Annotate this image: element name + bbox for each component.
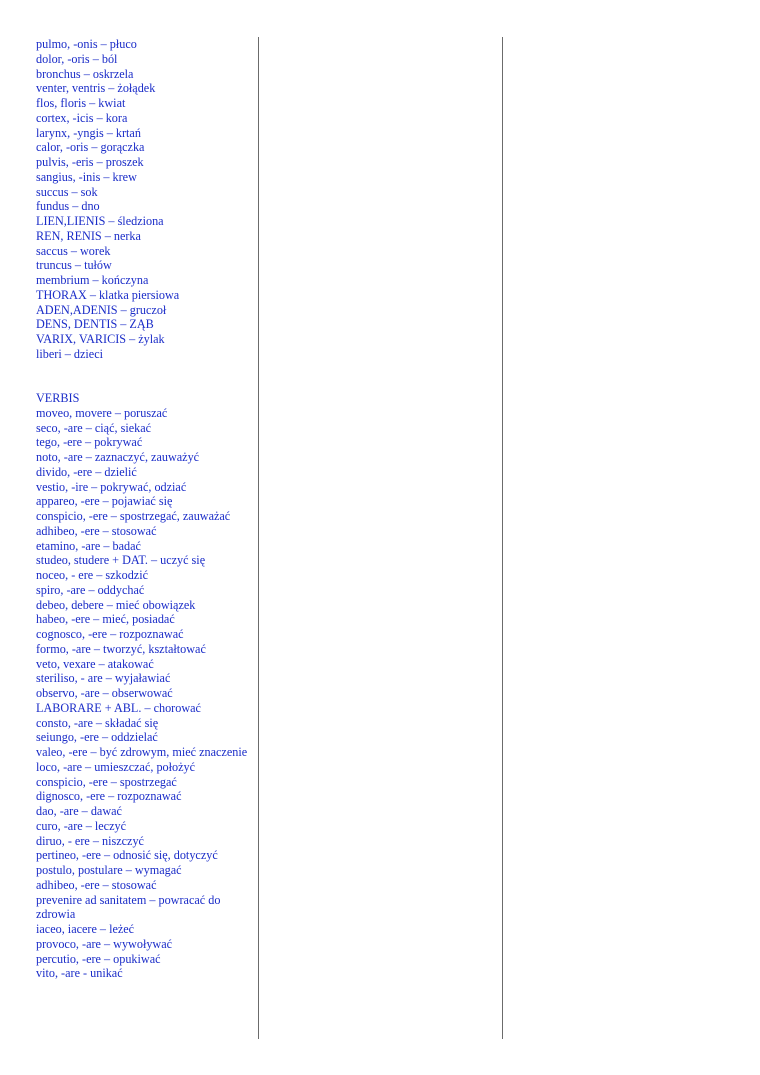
vocab-entry: consto, -are – składać się (36, 715, 159, 730)
verbs-heading: VERBIS (36, 391, 80, 405)
vocab-entry: postulo, postulare – wymagać (36, 863, 182, 877)
vocab-entry: dolor, -oris – ból (36, 51, 118, 66)
vocab-entry: valeo, -ere – być zdrowym, mieć znaczenie (36, 745, 248, 759)
vocab-entry: vestio, -ire – pokrywać, odziać (36, 479, 187, 494)
vocab-entry: sangius, -inis – krew (36, 169, 137, 184)
vocab-entry: divido, -ere – dzielić (36, 464, 137, 479)
vocab-entry: spiro, -are – oddychać (36, 582, 145, 597)
vocab-entry: fundus – dno (36, 199, 100, 214)
nouns-list (36, 37, 251, 362)
vocab-entry: saccus – worek (36, 243, 111, 258)
vocab-entry: ADEN,ADENIS – gruczoł (36, 302, 167, 317)
vocab-entry: larynx, -yngis – krtań (36, 125, 141, 140)
vocab-entry: succus – sok (36, 184, 98, 199)
vocab-entry: truncus – tułów (36, 258, 112, 273)
vocab-entry: adhibeo, -ere – stosować (36, 877, 157, 892)
vocabulary-column (36, 37, 251, 981)
vocab-entry: appareo, -ere – pojawiać się (36, 494, 173, 509)
vocab-entry: percutio, -ere – opukiwać (36, 951, 161, 966)
vocab-entry: debeo, debere – mieć obowiązek (36, 597, 196, 612)
vocab-entry: moveo, movere – poruszać (36, 405, 168, 420)
vocab-entry: REN, RENIS – nerka (36, 228, 141, 243)
section-gap (36, 362, 251, 392)
vocab-entry: cognosco, -ere – rozpoznawać (36, 627, 184, 641)
vocab-entry: venter, ventris – żołądek (36, 81, 156, 96)
vocab-entry: seco, -are – ciąć, siekać (36, 420, 152, 435)
vocab-entry: noceo, - ere – szkodzić (36, 568, 149, 582)
vocab-entry: pulmo, -onis – płuco (36, 37, 137, 51)
vocab-entry: LABORARE + ABL. – chorować (36, 700, 201, 715)
vocab-entry: membrium – kończyna (36, 273, 149, 287)
vocab-entry: adhibeo, -ere – stosować (36, 523, 157, 538)
vocab-entry: diruo, - ere – niszczyć (36, 833, 144, 848)
vocab-entry: prevenire ad sanitatem – powracać do zdrowia (36, 892, 221, 922)
vocab-entry: steriliso, - are – wyjaławiać (36, 671, 171, 686)
vocab-entry: loco, -are – umieszczać, położyć (36, 759, 196, 774)
vocab-entry: flos, floris – kwiat (36, 96, 126, 110)
column-divider (258, 37, 259, 1039)
vocab-entry: observo, -are – obserwować (36, 686, 173, 700)
vocab-entry: calor, -oris – gorączka (36, 140, 145, 155)
vocab-entry: formo, -are – tworzyć, kształtować (36, 641, 206, 656)
vocab-entry: DENS, DENTIS – ZĄB (36, 317, 154, 332)
vocab-entry: liberi – dzieci (36, 346, 104, 361)
vocab-entry: veto, vexare – atakować (36, 656, 154, 671)
vocab-entry: pulvis, -eris – proszek (36, 155, 144, 169)
vocab-entry: THORAX – klatka piersiowa (36, 287, 180, 302)
vocab-entry: VARIX, VARICIS – żylak (36, 332, 165, 346)
vocab-entry: tego, -ere – pokrywać (36, 435, 143, 450)
vocab-entry: curo, -are – leczyć (36, 818, 126, 833)
vocab-entry: noto, -are – zaznaczyć, zauważyć (36, 450, 200, 464)
vocab-entry: cortex, -icis – kora (36, 110, 128, 125)
vocab-entry: vito, -are - unikać (36, 966, 123, 981)
vocab-entry: habeo, -ere – mieć, posiadać (36, 612, 175, 627)
column-divider (502, 37, 503, 1039)
verbs-list (36, 406, 251, 981)
vocab-entry: studeo, studere + DAT. – uczyć się (36, 553, 206, 568)
vocab-entry: pertineo, -ere – odnosić się, dotyczyć (36, 848, 218, 863)
vocab-entry: conspicio, -ere – spostrzegać, zauważać (36, 509, 231, 523)
vocab-entry: iaceo, iacere – leżeć (36, 922, 135, 936)
vocab-entry: dao, -are – dawać (36, 804, 122, 818)
vocab-entry: conspicio, -ere – spostrzegać (36, 774, 177, 789)
vocab-entry: dignosco, -ere – rozpoznawać (36, 789, 182, 804)
vocab-entry: LIEN,LIENIS – śledziona (36, 214, 164, 228)
vocab-entry: etamino, -are – badać (36, 538, 141, 553)
vocab-entry: provoco, -are – wywoływać (36, 936, 173, 951)
vocab-entry: bronchus – oskrzela (36, 66, 134, 81)
vocab-entry: seiungo, -ere – oddzielać (36, 730, 158, 745)
